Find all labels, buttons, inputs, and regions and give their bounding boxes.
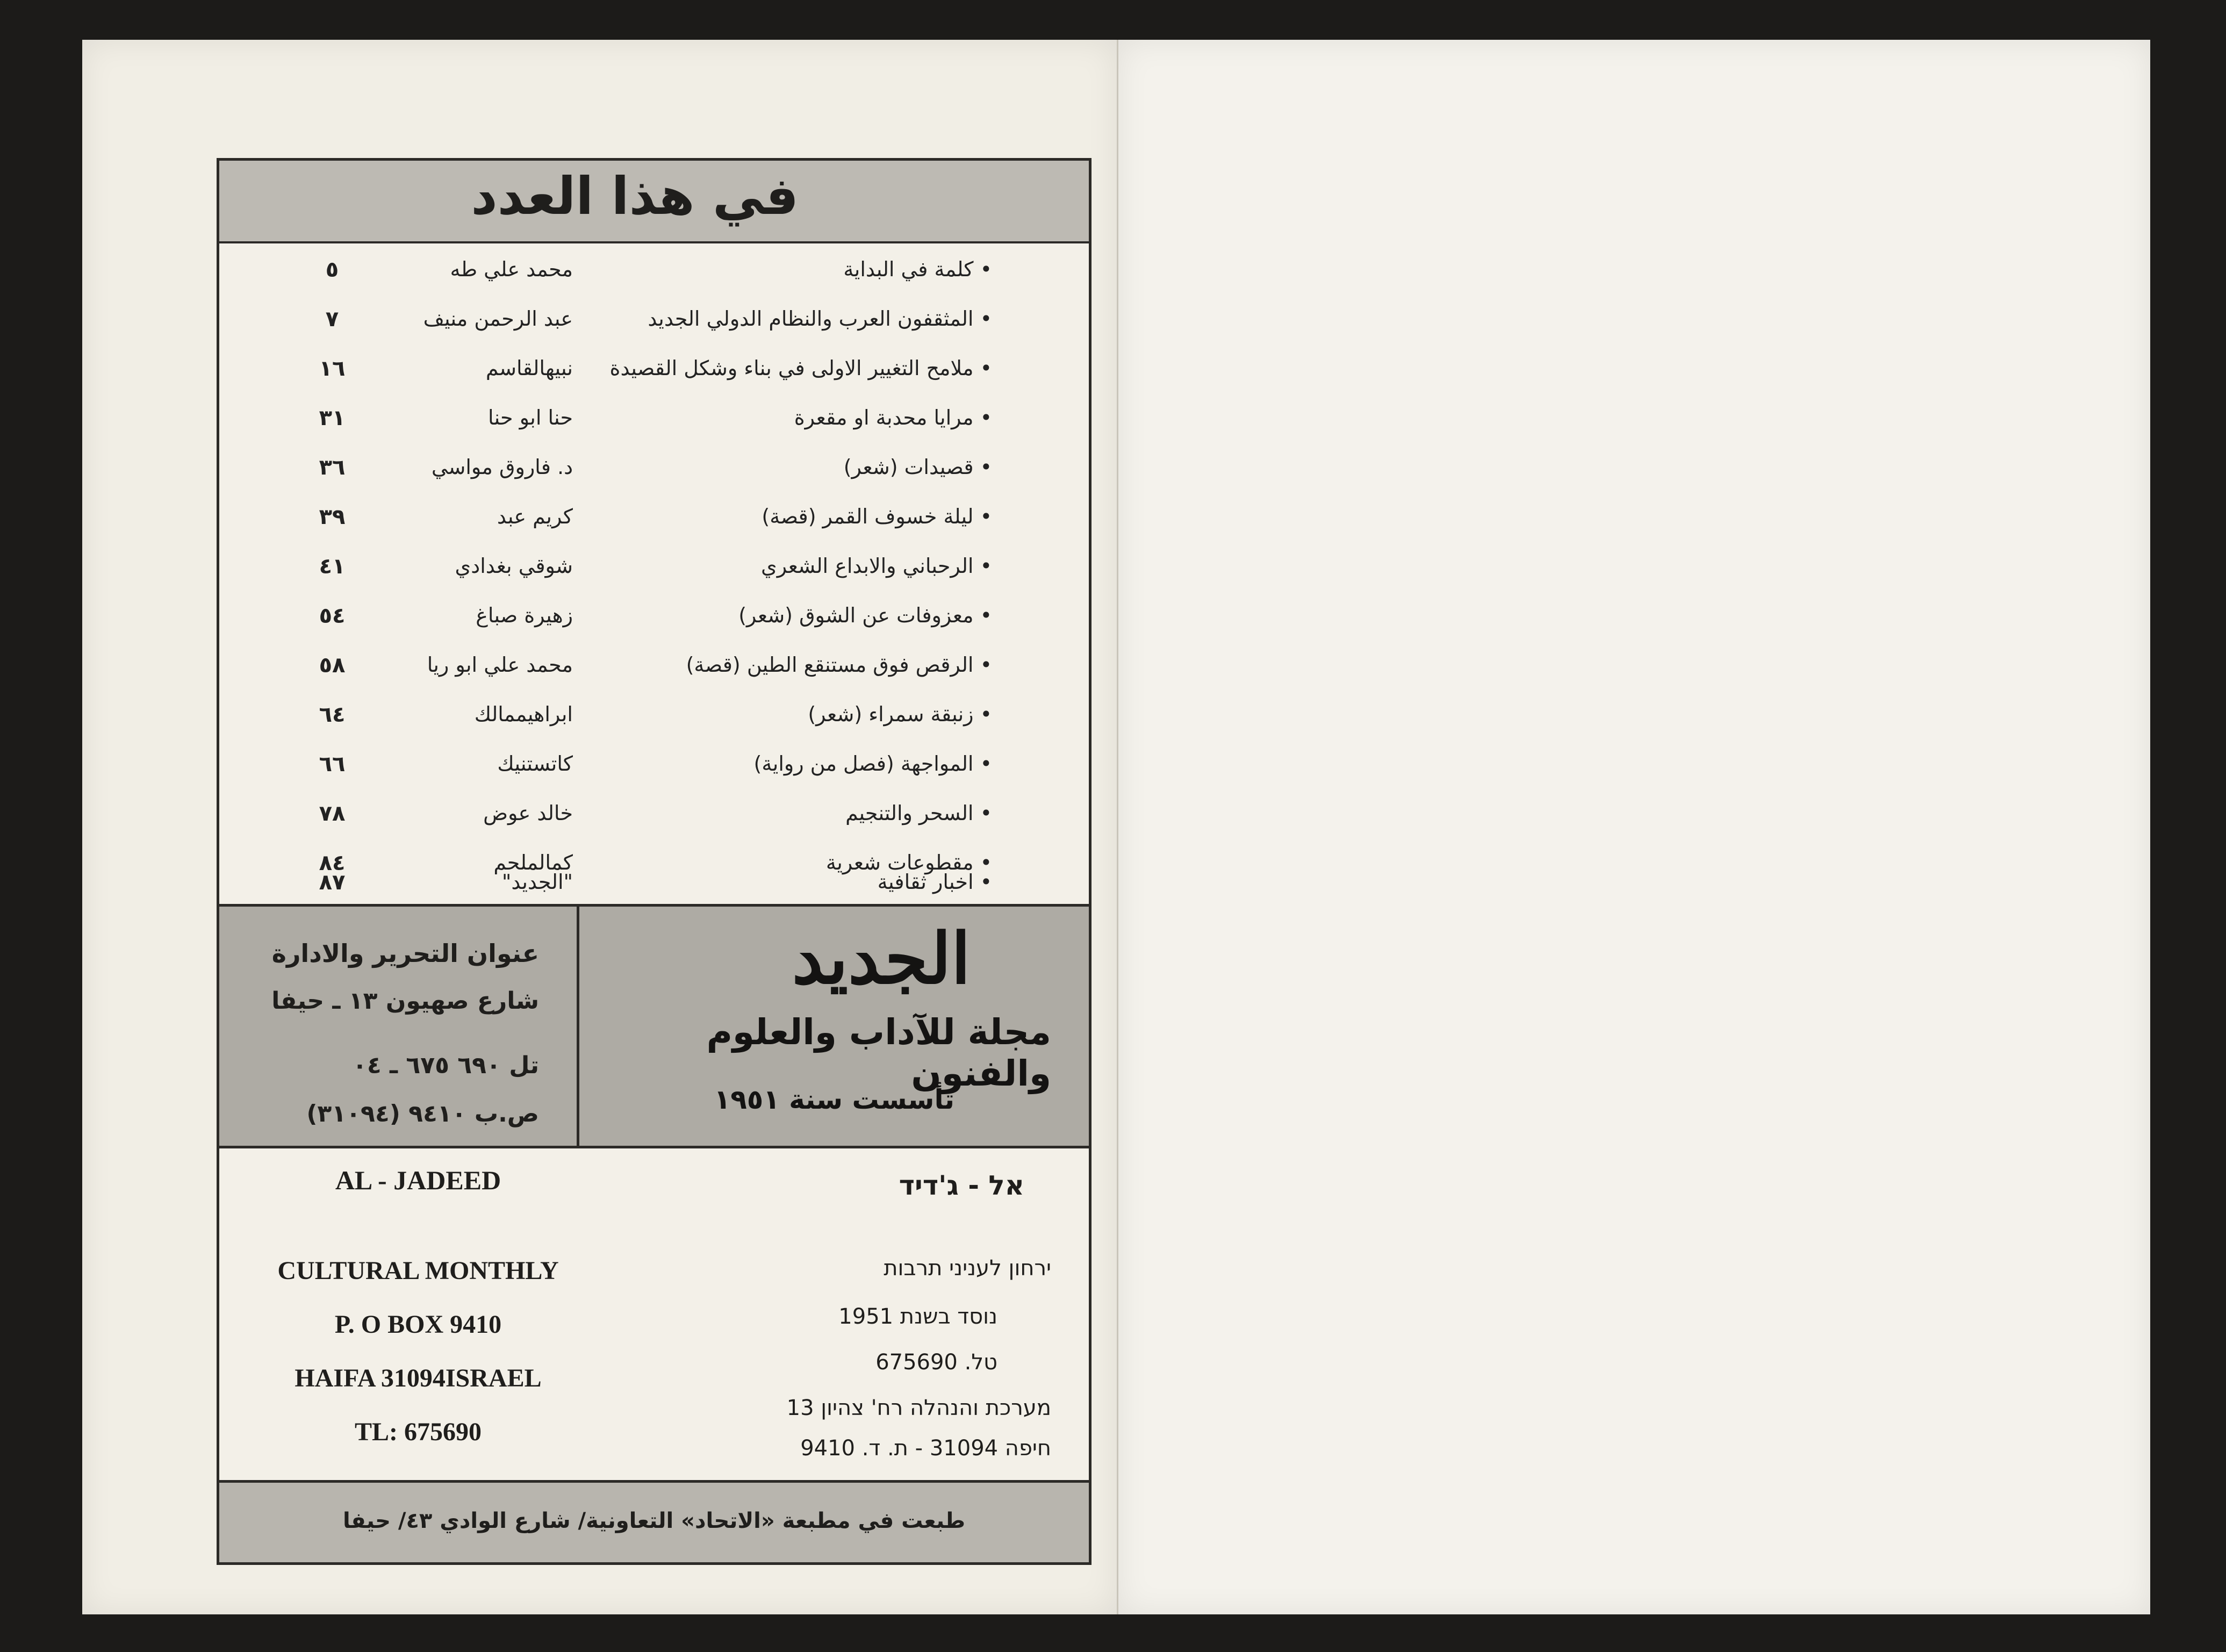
table-of-contents <box>217 158 1092 910</box>
toc-author: شوقي بغدادي <box>455 554 573 578</box>
toc-page: ٣١ <box>319 406 346 430</box>
toc-title: • كلمة في البداية <box>843 257 992 281</box>
magazine-founded: تأسست سنة ١٩٥١ <box>714 1084 954 1115</box>
right-page <box>1117 40 2150 1614</box>
toc-page: ٨٧ <box>319 870 346 895</box>
toc-page: ٦٤ <box>319 702 346 727</box>
address-title: عنوان التحرير والادارة <box>271 939 539 968</box>
hebrew-city: חיפה 31094 - ת. ד. 9410 <box>800 1436 1051 1461</box>
toc-title: • المواجهة (فصل من رواية) <box>754 752 992 775</box>
contents-title: في هذا العدد <box>471 166 799 226</box>
toc-title: • الرقص فوق مستنقع الطين (قصة) <box>686 653 992 677</box>
toc-author: كاتستنيك <box>497 752 573 775</box>
toc-page: ٣٦ <box>319 455 346 480</box>
english-name: AL - JADEED <box>335 1165 501 1195</box>
toc-page: ٤١ <box>319 554 346 579</box>
hebrew-tagline: ירחון לעניני תרבות <box>884 1256 1051 1281</box>
english-pobox: P. O BOX 9410 <box>334 1310 502 1339</box>
toc-title: • زنبقة سمراء (شعر) <box>808 702 992 726</box>
toc-row <box>219 692 1089 741</box>
toc-author: محمد علي طه <box>450 257 573 281</box>
hebrew-office: מערכת והנהלה רח' צהיון 13 <box>786 1396 1051 1420</box>
hebrew-phone: טל. 675690 <box>875 1350 997 1375</box>
hebrew-founded: נוסד בשנת 1951 <box>838 1304 997 1329</box>
toc-title: • مرايا محدبة او مقعرة <box>794 406 992 429</box>
toc-row <box>219 791 1089 840</box>
toc-page: ٥٤ <box>319 604 346 628</box>
toc-author: د. فاروق مواسي <box>431 455 573 479</box>
english-tagline: CULTURAL MONTHLY <box>277 1256 559 1285</box>
magazine-name: الجديد <box>792 917 971 1000</box>
toc-title: • ملامح التغيير الاولى في بناء وشكل القصيدة <box>610 356 992 380</box>
multilingual-info-box <box>217 1146 1092 1484</box>
toc-title: • معزوفات عن الشوق (شعر) <box>738 604 992 627</box>
toc-title: • ليلة خسوف القمر (قصة) <box>762 505 992 528</box>
toc-page: ٨٤ <box>319 851 346 875</box>
address-panel <box>219 907 579 1148</box>
toc-page: ١٦ <box>319 356 346 381</box>
toc-page: ٣٩ <box>319 505 346 529</box>
toc-row <box>219 593 1089 642</box>
toc-row <box>219 642 1089 692</box>
address-street: شارع صهيون ١٣ ـ حيفا <box>271 987 539 1015</box>
magazine-subtitle: مجلة للآداب والعلوم والفنون <box>706 1011 1051 1094</box>
toc-title: • قصيدات (شعر) <box>844 455 992 479</box>
contents-header <box>219 161 1089 243</box>
toc-row <box>219 395 1089 444</box>
toc-author: نبيهالقاسم <box>485 356 573 380</box>
english-tel: TL: 675690 <box>354 1418 482 1446</box>
masthead-panel <box>579 907 1089 1148</box>
toc-author: حنا ابو حنا <box>488 406 573 429</box>
toc-page: ٥٨ <box>319 653 346 678</box>
toc-title: • مقطوعات شعرية <box>826 851 992 874</box>
toc-author: "الجديد" <box>501 870 573 894</box>
toc-page: ٧ <box>325 307 339 332</box>
toc-row <box>219 296 1089 346</box>
toc-page: ٥ <box>325 257 339 282</box>
toc-page: ٧٨ <box>319 801 346 826</box>
left-page <box>82 40 1117 1614</box>
toc-author: زهيرة صباغ <box>476 604 573 627</box>
printer-footer <box>217 1480 1092 1565</box>
toc-page: ٦٦ <box>319 752 346 777</box>
toc-row <box>219 247 1089 296</box>
toc-author: كمالملحم <box>493 851 573 874</box>
address-pobox: ص.ب ٩٤١٠ (٣١٠٩٤) <box>306 1100 539 1127</box>
toc-author: خالد عوض <box>483 801 573 825</box>
toc-row <box>219 346 1089 395</box>
address-phone: تل ٦٩٠ ٦٧٥ ـ ٠٤ <box>352 1052 539 1079</box>
toc-row <box>219 859 1089 902</box>
toc-row <box>219 741 1089 791</box>
toc-row <box>219 543 1089 593</box>
english-city: HAIFA 31094ISRAEL <box>295 1364 542 1392</box>
toc-row <box>219 494 1089 543</box>
masthead-box <box>217 904 1092 1151</box>
toc-title: • الرحباني والابداع الشعري <box>761 554 992 578</box>
hebrew-name: אל - ג'דיד <box>899 1170 1024 1201</box>
toc-author: ابراهيممالك <box>474 702 573 726</box>
toc-title: • المثقفون العرب والنظام الدولي الجديد <box>648 307 992 331</box>
toc-author: عبد الرحمن منيف <box>423 307 573 331</box>
toc-author: كريم عبد <box>497 505 573 528</box>
toc-row <box>219 444 1089 494</box>
toc-author: محمد علي ابو ريا <box>427 653 573 677</box>
printer-text: طبعت في مطبعة «الاتحاد» التعاونية/ شارع الوادي ٤٣/ حيفا <box>342 1509 965 1533</box>
toc-title: • اخبار ثقافية <box>878 870 992 894</box>
toc-title: • السحر والتنجيم <box>845 801 992 825</box>
